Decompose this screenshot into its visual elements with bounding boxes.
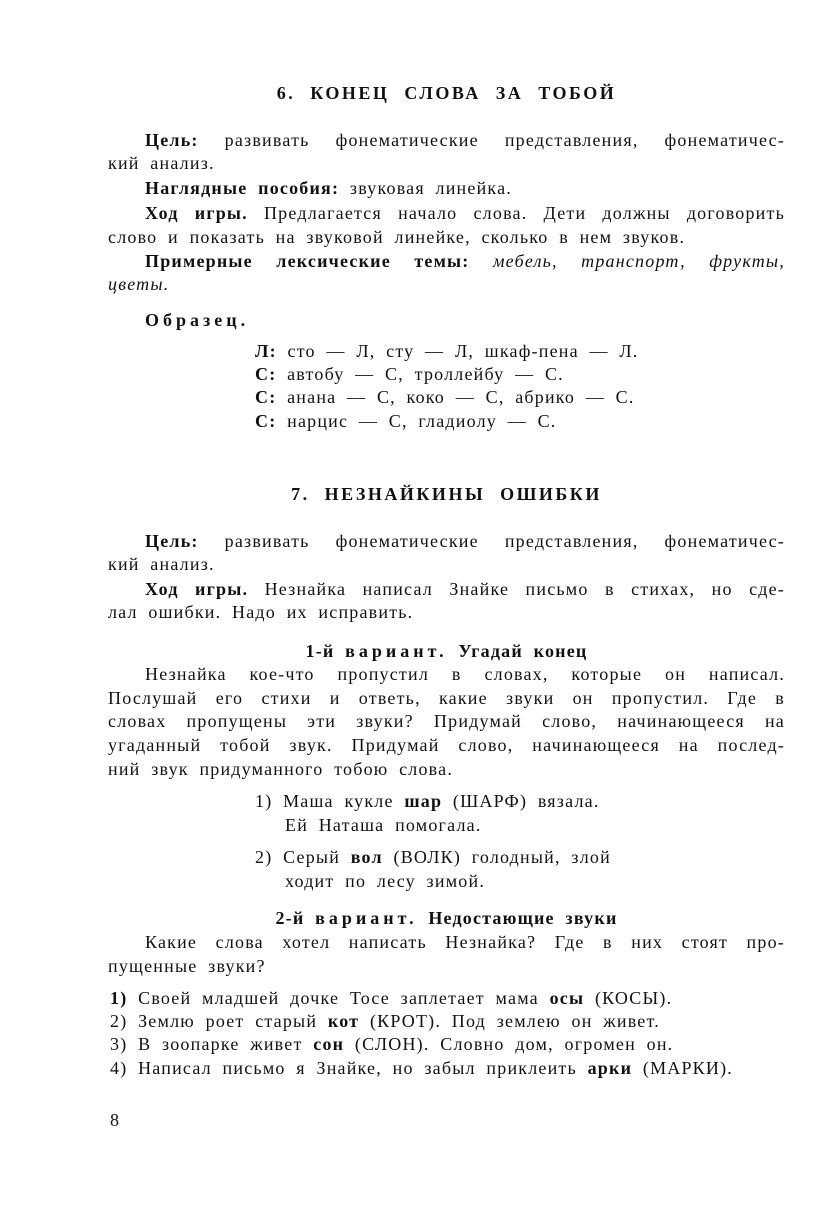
italic-text: цветы. (108, 274, 170, 294)
page-number: 8 (110, 1110, 121, 1130)
bold-text: С: (255, 411, 277, 431)
italic-text: мебель, транспорт, фрукты, (492, 251, 785, 271)
bold-text: сон (313, 1034, 345, 1054)
text: 3) В зоопарке живет (110, 1034, 303, 1054)
text: развивать фонематические представления, фонематичес- (224, 531, 786, 551)
bold-text: вол (350, 847, 383, 867)
text: 1) Маша кукле (255, 791, 394, 811)
sample-heading (145, 309, 785, 331)
text: словах пропущены эти звуки? Придумай слово, начинающееся на (108, 711, 785, 731)
text: развивать фонематические представления, фонематичес- (224, 130, 786, 150)
text: ний звук придуманного тобою слова. (108, 759, 454, 779)
bold-text: Примерные лексические темы: (145, 251, 470, 271)
bold-text: кот (327, 1011, 360, 1031)
list-item (110, 1033, 790, 1055)
game-course (145, 578, 785, 600)
bold-text: Угадай конец (458, 641, 588, 661)
section-6-title (108, 82, 785, 104)
bold-text: шар (404, 791, 443, 811)
poem-line (285, 870, 755, 892)
text: Послушай его стихи и ответь, какие звуки он пропустил. Где в (108, 688, 785, 708)
lexical-topics-cont (108, 273, 785, 295)
text: Незнайка кое-что пропустил в словах, которые он написал. (145, 664, 785, 684)
text: (ВОЛК) голодный, злой (393, 847, 611, 867)
bold-text: Недостающие звуки (428, 908, 618, 928)
bold-text: Цель: (145, 531, 199, 551)
sample-line (255, 386, 755, 408)
goal-text-cont (108, 553, 785, 575)
sample-line (255, 410, 755, 432)
game-course-cont (108, 226, 785, 248)
paragraph-line (108, 710, 785, 732)
paragraph-line (145, 931, 785, 953)
text: кий анализ. (108, 554, 215, 574)
text: слово и показать на звуковой линейке, сколько в нем звуков. (108, 227, 686, 247)
paragraph-line (108, 758, 785, 780)
bold-text: Ход игры. (145, 579, 249, 599)
text: нарцис — С, гладиолу — С. (287, 411, 557, 431)
text: звуковая линейка. (349, 178, 512, 198)
bold-text: вариант. (315, 908, 418, 928)
bold-text: Наглядные пособия: (145, 178, 340, 198)
variant-1-heading (108, 640, 785, 662)
text: 2) Серый (255, 847, 341, 867)
paragraph-line (108, 734, 785, 756)
sample-line (255, 340, 755, 362)
list-item (110, 1010, 790, 1032)
text: (ШАРФ) вязала. (452, 791, 600, 811)
bold-text: Цель: (145, 130, 199, 150)
paragraph-line (108, 955, 785, 977)
poem-line (285, 814, 755, 836)
paragraph-line (145, 663, 785, 685)
text: (МАРКИ). (642, 1058, 733, 1078)
text: Какие слова хотел написать Незнайка? Где в них стоят про- (145, 932, 785, 952)
game-course-cont (108, 601, 785, 623)
list-item (110, 987, 790, 1009)
bold-text: вариант. (345, 641, 448, 661)
text: Предлагается начало слова. Дети должны договорить (263, 203, 785, 223)
paragraph-line (108, 687, 785, 709)
section-7-title (108, 483, 785, 505)
bold-text: 7. НЕЗНАЙКИНЫ ОШИБКИ (291, 484, 602, 504)
text: Незнайка написал Знайке письмо в стихах, но сде- (264, 579, 786, 599)
bold-text: арки (587, 1058, 633, 1078)
bold-text: 1-й (305, 641, 335, 661)
text: пущенные звуки? (108, 956, 266, 976)
poem-line (255, 846, 755, 868)
text: лал ошибки. Надо их исправить. (108, 602, 414, 622)
sample-line (255, 363, 755, 385)
text: (СЛОН). Словно дом, огромен он. (354, 1034, 674, 1054)
bold-text: С: (255, 387, 277, 407)
bold-text: Образец. (145, 310, 250, 330)
visual-aids (145, 177, 785, 199)
bold-text: осы (549, 988, 585, 1008)
lexical-topics (145, 250, 785, 272)
text: 2) Землю роет старый (110, 1011, 318, 1031)
bold-text: Ход игры. (145, 203, 248, 223)
bold-text: С: (255, 364, 277, 384)
game-course (145, 202, 785, 224)
bold-text: 1) (110, 988, 128, 1008)
text: угаданный тобой звук. Придумай слово, начинающееся на послед- (108, 735, 785, 755)
list-item (110, 1057, 790, 1079)
text: анана — С, коко — С, абрико — С. (287, 387, 635, 407)
text: Ей Наташа помогала. (285, 815, 482, 835)
bold-text: 2-й (275, 908, 305, 928)
text: автобу — С, троллейбу — С. (287, 364, 564, 384)
goal-text-cont (108, 152, 785, 174)
bold-text: 6. КОНЕЦ СЛОВА ЗА ТОБОЙ (276, 83, 617, 103)
bold-text: Л: (255, 341, 277, 361)
text: кий анализ. (108, 153, 215, 173)
text: Своей младшей дочке Тосе заплетает мама (138, 988, 539, 1008)
poem-line (255, 790, 755, 812)
variant-2-heading (108, 907, 785, 929)
text: сто — Л, сту — Л, шкаф-пена — Л. (287, 341, 639, 361)
text: ходит по лесу зимой. (285, 871, 486, 891)
goal-text (145, 530, 785, 552)
text: (КРОТ). Под землею он живет. (369, 1011, 660, 1031)
text: (КОСЫ). (594, 988, 673, 1008)
goal-text (145, 129, 785, 151)
text: 4) Написал письмо я Знайке, но забыл приклеить (110, 1058, 577, 1078)
